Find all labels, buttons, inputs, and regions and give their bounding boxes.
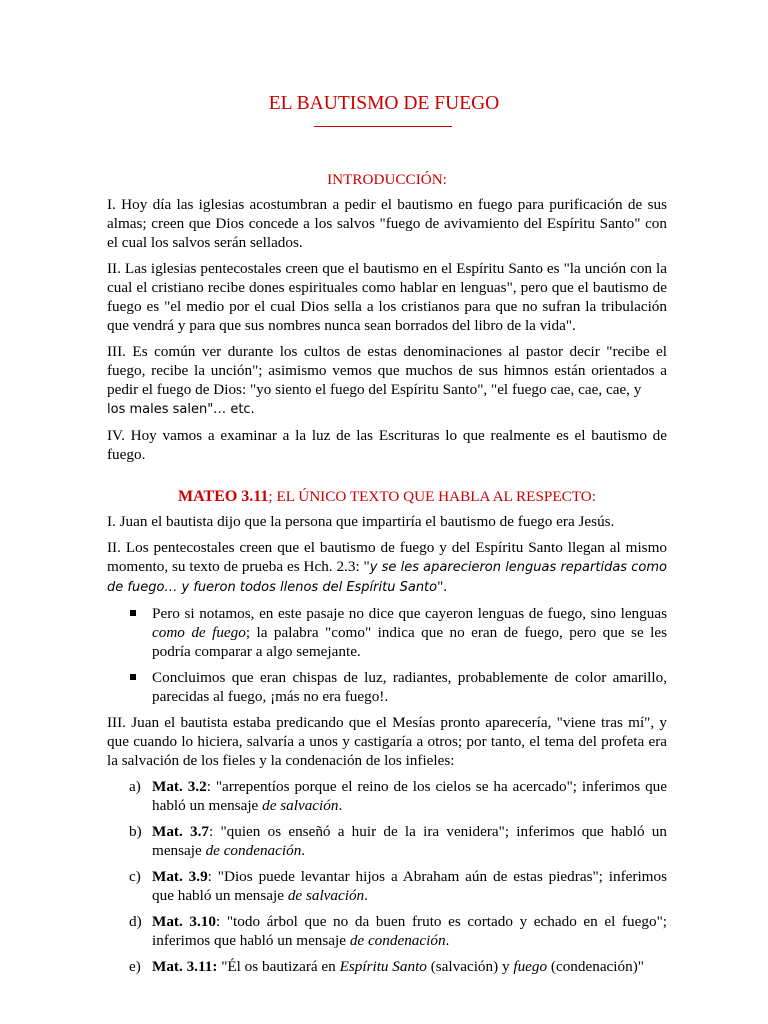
square-bullet-icon: [130, 610, 136, 616]
section-paragraph-2: II. Los pentecostales creen que el bautismo de fuego y del Espíritu Santo llegan al mismo momento, su texto de prueba es Hch. 2.3: "y se les aparecieron lenguas repartidas como de fuego… y fueron todos llenos del Espíritu Santo".: [107, 539, 667, 595]
list-item: d) Mat. 3.10: "todo árbol que no da buen fruto es cortado y echado en el fuego"; inferimos que habló un mensaje de condenación.: [129, 913, 667, 949]
list-item: Concluimos que eran chispas de luz, radiantes, probablemente de color amarillo, parecidas al fuego, ¡más no era fuego!.: [107, 668, 667, 706]
document-title: EL BAUTISMO DE FUEGO: [268, 93, 500, 114]
section-heading-ref: MATEO 3.11: [178, 488, 269, 505]
section-paragraph-3: III. Juan el bautista estaba predicando que el Mesías pronto aparecería, "viene tras mí", y que cuando lo hiciera, salvaría a unos y castigaría a otros; por tanto, el tema del profeta era la salvación de los fieles y la condenación de los infieles:: [107, 714, 667, 769]
square-bullet-icon: [130, 674, 136, 680]
intro-heading: INTRODUCCIÓN:: [327, 171, 447, 188]
scripture-list: [107, 777, 667, 976]
intro-paragraph-3-end: los males salen"… etc.: [107, 402, 255, 417]
section-heading: MATEO 3.11; EL ÚNICO TEXTO QUE HABLA AL RESPECTO:: [178, 488, 596, 505]
acts-quote: y se les aparecieron lenguas repartidas como de fuego… y fueron todos llenos del Espíritu Santo: [107, 560, 667, 595]
list-item: a) Mat. 3.2: "arrepentíos porque el reino de los cielos se ha acercado"; inferimos que habló un mensaje de salvación.: [129, 778, 667, 814]
section-paragraph-1: I. Juan el bautista dijo que la persona que impartiría el bautismo de fuego era Jesús.: [107, 513, 615, 530]
list-item: e) Mat. 3.11: "Él os bautizará en Espíritu Santo (salvación) y fuego (condenación)": [129, 958, 644, 975]
intro-paragraph-4: IV. Hoy vamos a examinar a la luz de las Escrituras lo que realmente es el bautismo de fuego.: [107, 427, 667, 463]
bullet-list: [107, 604, 667, 706]
list-item: b) Mat. 3.7: "quien os enseñó a huir de la ira venidera"; inferimos que habló un mensaje de condenación.: [129, 823, 667, 859]
intro-paragraph-3: III. Es común ver durante los cultos de estas denominaciones al pastor decir "recibe el fuego, recibe la unción"; asimismo vemos que muchos de sus himnos están orientados a pedir el fuego de Dios: "yo siento el fuego del Espíritu Santo", "el fuego cae, cae, cae, y los males salen"… etc.: [107, 343, 667, 417]
intro-paragraph-2: II. Las iglesias pentecostales creen que el bautismo en el Espíritu Santo es "la unción con la cual el cristiano recibe dones espirituales como hablar en lenguas", pero que el bautismo de fuego es "el medio por el cual Dios sella a los cristianos para que no sufran la tribulación que vendrá y para que sus nombres nunca sean borrados del libro de la vida".: [107, 260, 667, 334]
list-item: Pero si notamos, en este pasaje no dice que cayeron lenguas de fuego, sino lenguas como de fuego; la palabra "como" indica que no eran de fuego, pero que se les podría comparar a algo semejante.: [107, 604, 667, 661]
document-body: [107, 0, 667, 976]
list-item: c) Mat. 3.9: "Dios puede levantar hijos a Abraham aún de estas piedras"; inferimos que habló un mensaje de salvación.: [129, 868, 667, 904]
intro-paragraph-1: I. Hoy día las iglesias acostumbran a pedir el bautismo en fuego para purificación de sus almas; creen que Dios concede a los salvos "fuego de avivamiento del Espíritu Santo" con el cual los salvos serán sellados.: [107, 196, 667, 251]
